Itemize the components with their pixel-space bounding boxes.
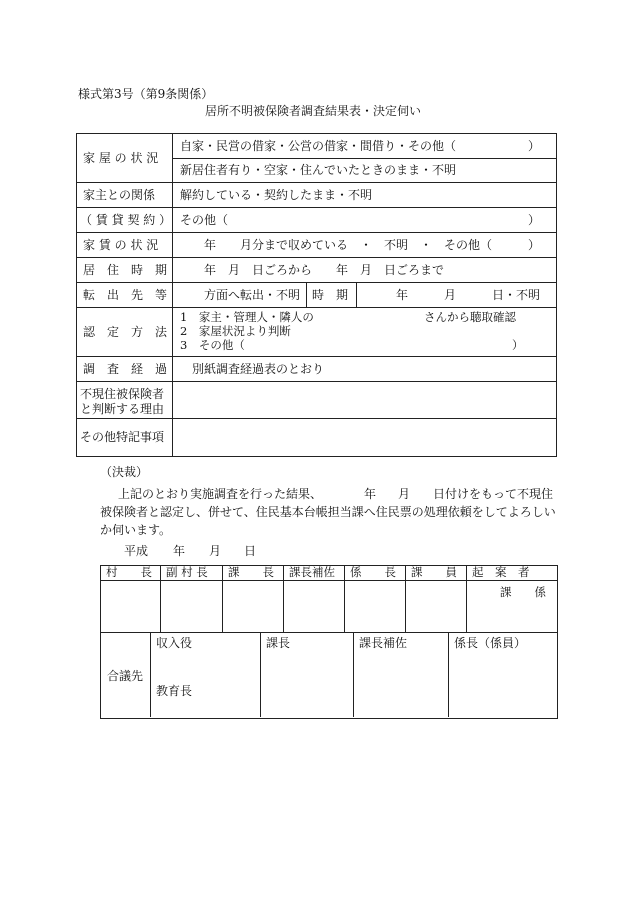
method-item-3: 3 その他（ (180, 338, 245, 352)
decision-line1: 上記のとおり実施調査を行った結果、 (118, 487, 323, 501)
row-label-rent: 家 賃 の 状 況 (83, 238, 159, 252)
decision-line1-year: 年 (364, 487, 377, 501)
method-item-1: 1 家主・管理人・隣人の (180, 310, 314, 324)
house-occupancy-options: 新居住者有り・空家・住んでいたときのまま・不明 (180, 163, 457, 177)
drafter-title: 課 係 (500, 585, 546, 599)
move-out-date: 年 月 日・不明 (396, 288, 541, 302)
approval-header-drafter: 起 案 者 (472, 565, 530, 579)
consultation-section-chief: 課長 (266, 636, 291, 650)
landlord-options: 解約している・契約したまま・不明 (180, 188, 373, 202)
decision-date-era: 平成 (124, 544, 149, 558)
row-label-landlord: 家主との関係 (83, 188, 156, 202)
progress-value: 別紙調査経過表のとおり (192, 362, 325, 376)
consultation-subsection-chief: 係長（係員） (454, 636, 527, 650)
residence-period-value: 年 月 日ごろから 年 月 日ごろまで (204, 263, 445, 277)
move-out-destination: 方面へ転出・不明 (204, 288, 301, 302)
row-label-method: 認 定 方 法 (83, 325, 168, 339)
decision-line3: か伺います。 (100, 523, 172, 537)
decision-heading: （決裁） (100, 465, 149, 479)
decision-line1-month: 月 (398, 487, 411, 501)
row-label-lease: （ 賃 貸 契 約 ） (80, 213, 172, 227)
row-label-reason-1: 不現住被保険者 (80, 387, 165, 401)
approval-header-assistant-chief: 課長補佐 (289, 565, 335, 579)
method-item-1-tail: さんから聴取確認 (424, 310, 516, 324)
consultation-treasurer: 収入役 (156, 636, 193, 650)
approval-header-deputy-mayor: 副 村 長 (166, 565, 208, 579)
decision-date-day: 日 (244, 544, 257, 558)
decision-date-year: 年 (173, 544, 186, 558)
consultation-assistant-chief: 課長補佐 (359, 636, 408, 650)
row-label-residence-period: 居 住 時 期 (83, 263, 168, 277)
lease-close: ） (528, 213, 541, 227)
approval-header-subsection-chief: 係 長 (350, 565, 396, 579)
lease-other: その他（ (180, 213, 229, 227)
row-label-move-out: 転 出 先 等 (83, 288, 168, 302)
method-item-2: 2 家屋状況より判断 (180, 324, 291, 338)
row-label-reason-2: と判断する理由 (80, 402, 165, 416)
decision-line1-tail: 日付けをもって不現住 (433, 487, 554, 501)
move-out-period-label: 時 期 (312, 288, 349, 302)
house-type-options: 自家・民営の借家・公営の借家・間借り・その他（ (180, 139, 457, 153)
form-number: 様式第3号（第9条関係） (78, 87, 214, 101)
consultation-education-chief: 教育長 (156, 684, 193, 698)
rent-close: ） (528, 238, 541, 252)
house-type-close: ） (528, 139, 541, 153)
approval-header-section-chief: 課 長 (228, 565, 274, 579)
approval-header-mayor: 村 長 (106, 565, 152, 579)
decision-date-month: 月 (209, 544, 222, 558)
row-label-house-status: 家 屋 の 状 況 (83, 151, 159, 165)
row-label-notes: その他特記事項 (80, 430, 165, 444)
consultation-label: 合議先 (107, 669, 144, 683)
row-label-progress: 調 査 経 過 (83, 362, 168, 376)
document-title: 居所不明被保険者調査結果表・決定伺い (205, 104, 422, 118)
decision-line2: 被保険者と認定し、併せて、住民基本台帳担当課へ住民票の処理依頼をしてよろしい (100, 505, 556, 519)
rent-options: 年 月分まで収めている ・ 不明 ・ その他（ (204, 238, 493, 252)
method-item-3-close: ） (512, 338, 524, 352)
approval-header-staff: 課 員 (411, 565, 457, 579)
